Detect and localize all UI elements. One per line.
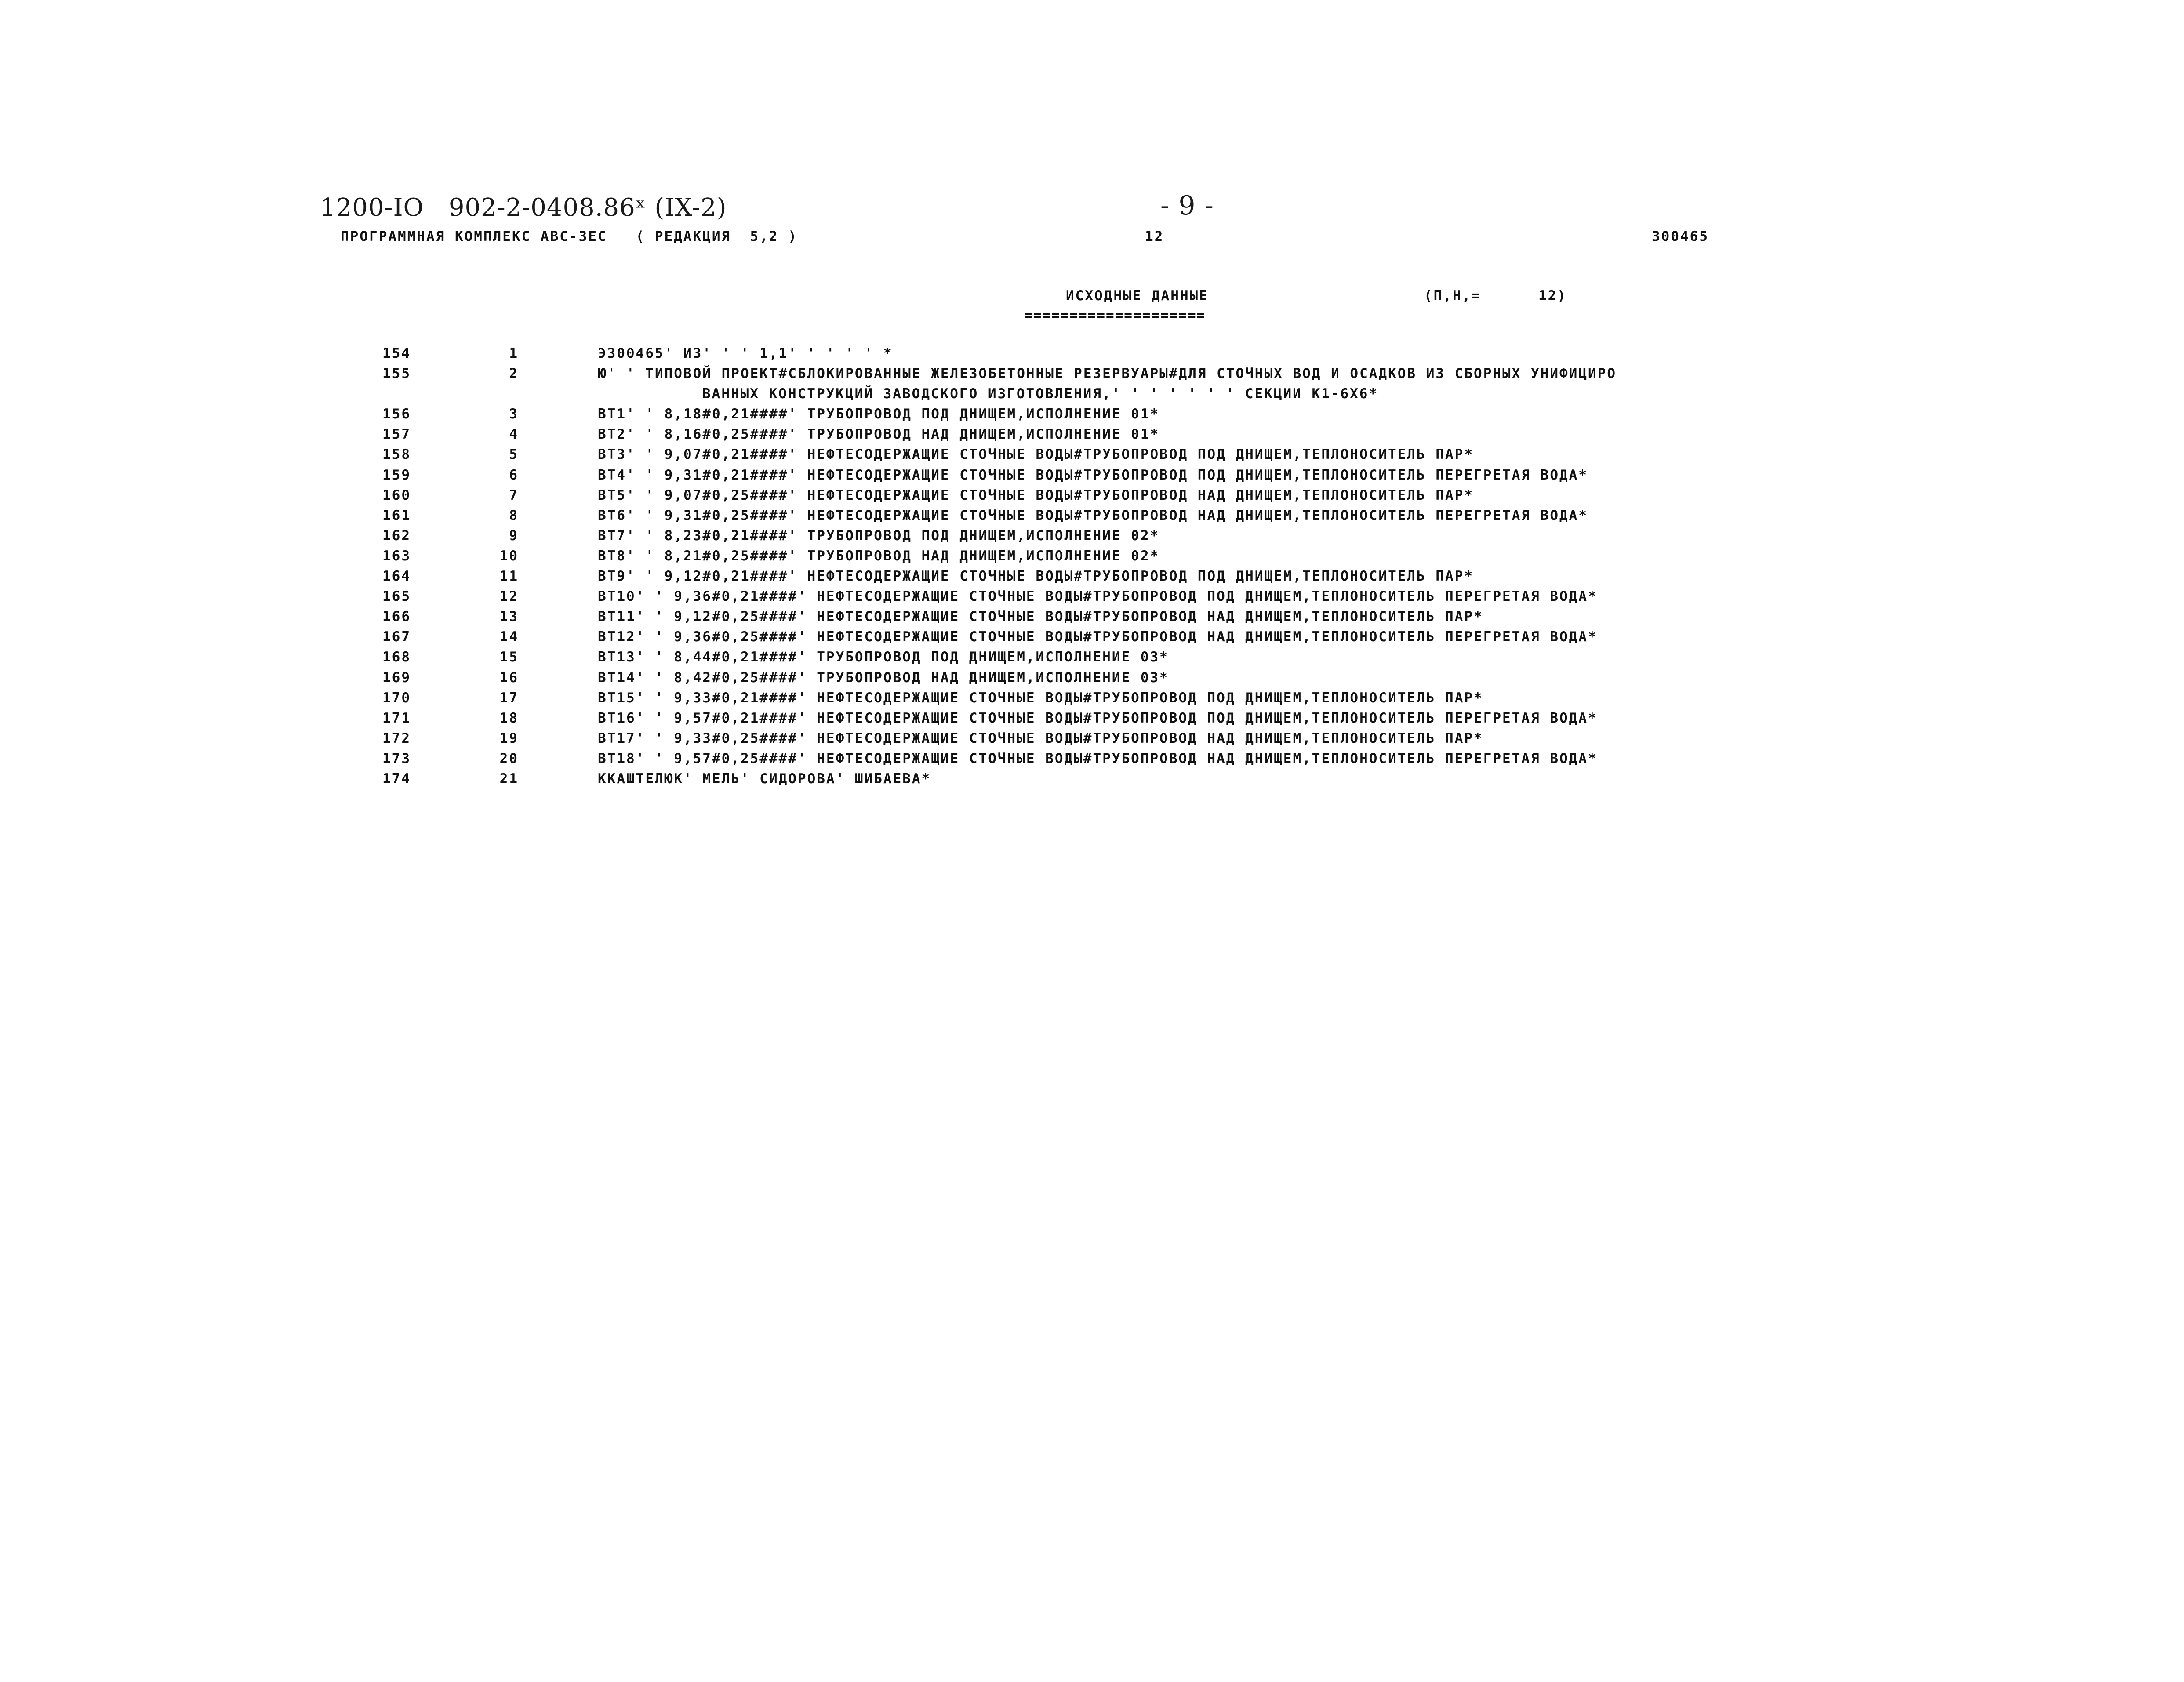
- row-record-text: ВТ2' ' 8,16#0,25####' ТРУБОПРОВОД НАД ДНИЩЕМ,ИСПОЛНЕНИЕ 01*: [598, 426, 1160, 443]
- listing-row: [0, 406, 2184, 426]
- row-line-number: 156: [382, 406, 411, 422]
- listing-row: [0, 771, 2184, 791]
- listing-row: [0, 710, 2184, 730]
- listing-row: [0, 528, 2184, 548]
- listing-row: [0, 447, 2184, 467]
- row-line-number: 173: [382, 750, 411, 767]
- listing-row: [0, 649, 2184, 669]
- row-sequence-number: 2: [509, 366, 519, 382]
- row-record-text: ВТ13' ' 8,44#0,21####' ТРУБОПРОВОД ПОД ДНИЩЕМ,ИСПОЛНЕНИЕ 03*: [598, 649, 1169, 665]
- row-record-text: ВТ8' ' 8,21#0,25####' ТРУБОПРОВОД НАД ДНИЩЕМ,ИСПОЛНЕНИЕ 02*: [598, 548, 1160, 564]
- row-sequence-number: 12: [499, 589, 519, 605]
- row-record-text: ВТ6' ' 9,31#0,25####' НЕФТЕСОДЕРЖАЩИЕ СТОЧНЫЕ ВОДЫ#ТРУБОПРОВОД НАД ДНИЩЕМ,ТЕПЛОНОСИТЕЛЬ ПЕРЕГРЕТАЯ ВОДА*: [598, 507, 1588, 523]
- row-record-text: ВТ3' ' 9,07#0,21####' НЕФТЕСОДЕРЖАЩИЕ СТОЧНЫЕ ВОДЫ#ТРУБОПРОВОД ПОД ДНИЩЕМ,ТЕПЛОНОСИТЕЛЬ ПАР*: [598, 447, 1474, 463]
- row-line-number: 168: [382, 649, 411, 665]
- listing-row: [0, 366, 2184, 406]
- row-line-number: 155: [382, 366, 411, 382]
- listing-row: [0, 548, 2184, 568]
- listing-row: [0, 345, 2184, 366]
- row-sequence-number: 13: [499, 609, 519, 625]
- row-sequence-number: 9: [509, 527, 519, 544]
- row-line-number: 172: [382, 730, 411, 746]
- row-sequence-number: 17: [499, 690, 519, 706]
- listing-row: [0, 690, 2184, 710]
- row-record-text: ВТ18' ' 9,57#0,25####' НЕФТЕСОДЕРЖАЩИЕ СТОЧНЫЕ ВОДЫ#ТРУБОПРОВОД НАД ДНИЩЕМ,ТЕПЛОНОСИТЕЛЬ ПЕРЕГРЕТАЯ ВОДА*: [598, 750, 1598, 767]
- listing-row: [0, 426, 2184, 447]
- listing-row: [0, 751, 2184, 771]
- row-record-text: ВТ14' ' 8,42#0,25####' ТРУБОПРОВОД НАД ДНИЩЕМ,ИСПОЛНЕНИЕ 03*: [598, 669, 1169, 686]
- sheet-number: 12: [1145, 229, 1164, 244]
- row-sequence-number: 7: [509, 487, 519, 503]
- row-record-text: ВТ12' ' 9,36#0,25####' НЕФТЕСОДЕРЖАЩИЕ СТОЧНЫЕ ВОДЫ#ТРУБОПРОВОД НАД ДНИЩЕМ,ТЕПЛОНОСИТЕЛЬ ПЕРЕГРЕТАЯ ВОДА*: [598, 629, 1598, 645]
- row-line-number: 158: [382, 447, 411, 463]
- row-line-number: 154: [382, 345, 411, 361]
- page-number: - 9 -: [1160, 190, 1214, 221]
- row-record-text: Э300465' ИЗ' ' ' 1,1' ' ' ' ' *: [598, 345, 893, 361]
- row-line-number: 160: [382, 487, 411, 503]
- row-sequence-number: 21: [499, 770, 519, 787]
- row-line-number: 165: [382, 589, 411, 605]
- row-sequence-number: 1: [509, 345, 519, 361]
- row-record-text: ВТ5' ' 9,07#0,25####' НЕФТЕСОДЕРЖАЩИЕ СТОЧНЫЕ ВОДЫ#ТРУБОПРОВОД НАД ДНИЩЕМ,ТЕПЛОНОСИТЕЛЬ ПАР*: [598, 487, 1474, 503]
- row-line-number: 174: [382, 770, 411, 787]
- row-record-text: ВТ17' ' 9,33#0,25####' НЕФТЕСОДЕРЖАЩИЕ СТОЧНЫЕ ВОДЫ#ТРУБОПРОВОД НАД ДНИЩЕМ,ТЕПЛОНОСИТЕЛЬ ПАР*: [598, 730, 1483, 746]
- row-line-number: 164: [382, 568, 411, 585]
- source-data-listing: [0, 345, 2184, 791]
- section-parameter: (П,Н,= 12): [1424, 288, 1567, 304]
- row-line-number: 161: [382, 507, 411, 523]
- row-line-number: 157: [382, 426, 411, 443]
- listing-row: [0, 568, 2184, 589]
- row-sequence-number: 5: [509, 447, 519, 463]
- row-record-text: ВТ7' ' 8,23#0,21####' ТРУБОПРОВОД ПОД ДНИЩЕМ,ИСПОЛНЕНИЕ 02*: [598, 527, 1160, 544]
- row-sequence-number: 4: [509, 426, 519, 443]
- listing-row: [0, 487, 2184, 508]
- row-line-number: 163: [382, 548, 411, 564]
- row-record-text: ВТ9' ' 9,12#0,21####' НЕФТЕСОДЕРЖАЩИЕ СТОЧНЫЕ ВОДЫ#ТРУБОПРОВОД ПОД ДНИЩЕМ,ТЕПЛОНОСИТЕЛЬ ПАР*: [598, 568, 1474, 585]
- listing-row: [0, 467, 2184, 487]
- row-sequence-number: 8: [509, 507, 519, 523]
- listing-row: [0, 730, 2184, 751]
- row-sequence-number: 11: [499, 568, 519, 585]
- listing-row: [0, 589, 2184, 609]
- row-record-text: ВТ4' ' 9,31#0,21####' НЕФТЕСОДЕРЖАЩИЕ СТОЧНЫЕ ВОДЫ#ТРУБОПРОВОД ПОД ДНИЩЕМ,ТЕПЛОНОСИТЕЛЬ ПЕРЕГРЕТАЯ ВОДА*: [598, 467, 1588, 483]
- row-sequence-number: 3: [509, 406, 519, 422]
- row-sequence-number: 18: [499, 710, 519, 726]
- section-title-underline: ====================: [1024, 308, 1206, 323]
- row-sequence-number: 19: [499, 730, 519, 746]
- row-record-text: ВТ11' ' 9,12#0,25####' НЕФТЕСОДЕРЖАЩИЕ СТОЧНЫЕ ВОДЫ#ТРУБОПРОВОД НАД ДНИЩЕМ,ТЕПЛОНОСИТЕЛЬ ПАР*: [598, 609, 1483, 625]
- row-line-number: 170: [382, 690, 411, 706]
- row-record-text: ВТ10' ' 9,36#0,21####' НЕФТЕСОДЕРЖАЩИЕ СТОЧНЫЕ ВОДЫ#ТРУБОПРОВОД ПОД ДНИЩЕМ,ТЕПЛОНОСИТЕЛЬ ПЕРЕГРЕТАЯ ВОДА*: [598, 589, 1598, 605]
- row-record-text: Ю' ' ТИПОВОЙ ПРОЕКТ#СБЛОКИРОВАННЫЕ ЖЕЛЕЗОБЕТОННЫЕ РЕЗЕРВУАРЫ#ДЛЯ СТОЧНЫХ ВОД И ОСАДКОВ ИЗ СБОРНЫХ УНИФИЦИРО: [598, 366, 1617, 382]
- row-line-number: 171: [382, 710, 411, 726]
- section-title: ИСХОДНЫЕ ДАННЫЕ: [1066, 288, 1209, 304]
- row-line-number: 169: [382, 669, 411, 686]
- row-sequence-number: 6: [509, 467, 519, 483]
- row-sequence-number: 14: [499, 629, 519, 645]
- row-line-number: 167: [382, 629, 411, 645]
- listing-row: [0, 508, 2184, 528]
- row-record-continuation: ВАННЫХ КОНСТРУКЦИЙ ЗАВОДСКОГО ИЗГОТОВЛЕНИЯ,' ' ' ' ' ' ' СЕКЦИИ К1-6Х6*: [702, 386, 1379, 402]
- document-id: 300465: [1652, 229, 1709, 244]
- row-line-number: 159: [382, 467, 411, 483]
- program-complex-line: ПРОГРАММНАЯ КОМПЛЕКС АВС-3ЕС ( РЕДАКЦИЯ 5,2 ): [341, 229, 798, 244]
- listing-row: [0, 629, 2184, 649]
- row-line-number: 162: [382, 527, 411, 544]
- listing-row: [0, 670, 2184, 690]
- row-record-text: ВТ15' ' 9,33#0,21####' НЕФТЕСОДЕРЖАЩИЕ СТОЧНЫЕ ВОДЫ#ТРУБОПРОВОД ПОД ДНИЩЕМ,ТЕПЛОНОСИТЕЛЬ ПАР*: [598, 690, 1483, 706]
- row-line-number: 166: [382, 609, 411, 625]
- row-record-text: ВТ1' ' 8,18#0,21####' ТРУБОПРОВОД ПОД ДНИЩЕМ,ИСПОЛНЕНИЕ 01*: [598, 406, 1160, 422]
- row-sequence-number: 16: [499, 669, 519, 686]
- row-sequence-number: 20: [499, 750, 519, 767]
- document-code: 1200-IO 902-2-0408.86ˣ (IX-2): [320, 193, 727, 222]
- row-record-text: ВТ16' ' 9,57#0,21####' НЕФТЕСОДЕРЖАЩИЕ СТОЧНЫЕ ВОДЫ#ТРУБОПРОВОД ПОД ДНИЩЕМ,ТЕПЛОНОСИТЕЛЬ ПЕРЕГРЕТАЯ ВОДА*: [598, 710, 1598, 726]
- row-record-text: ККАШТЕЛЮК' МЕЛЬ' СИДОРОВА' ШИБАЕВА*: [598, 770, 931, 787]
- listing-row: [0, 609, 2184, 629]
- row-sequence-number: 15: [499, 649, 519, 665]
- row-sequence-number: 10: [499, 548, 519, 564]
